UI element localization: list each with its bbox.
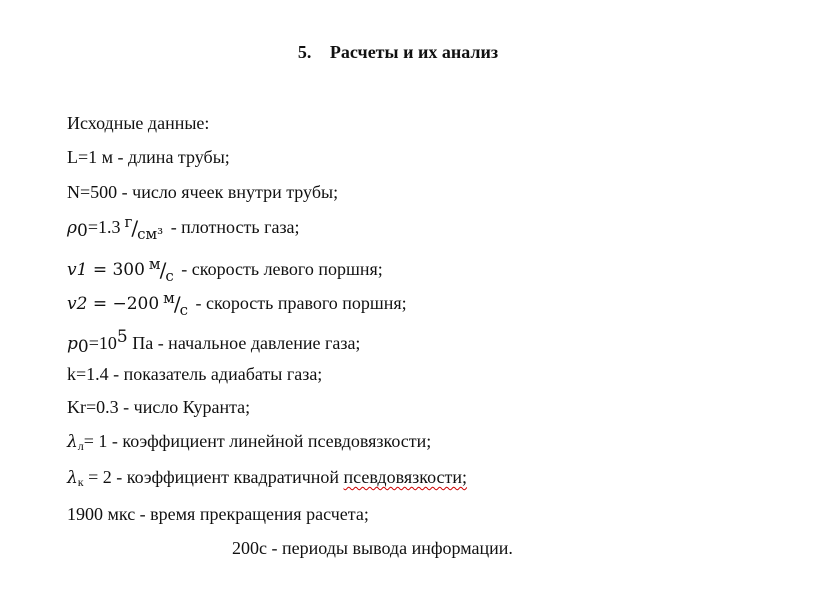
v1-unit-den: с xyxy=(165,267,174,285)
intro-text: Исходные данные: xyxy=(67,113,210,133)
param-length: L=1 м - длина трубы; xyxy=(67,147,230,167)
lambda-k-symbol: λ xyxy=(67,468,78,488)
density-unit-den: см³ xyxy=(137,225,164,243)
param-v1 xyxy=(67,255,383,285)
section-heading xyxy=(0,42,796,63)
pressure-exponent: 5 xyxy=(116,327,128,347)
density-unit-num: г xyxy=(124,213,133,231)
v2-unit-den: с xyxy=(179,301,188,319)
section-title: Расчеты и их анализ xyxy=(329,42,499,62)
lambda-k-subscript: к xyxy=(77,475,84,489)
param-linear-viscosity xyxy=(67,431,431,454)
pressure-symbol: p xyxy=(67,334,78,354)
param-v2 xyxy=(67,289,407,319)
lambda-l-desc: = 1 - коэффициент линейной псевдовязкости; xyxy=(83,431,432,451)
param-pressure xyxy=(67,327,360,357)
v1-symbol: v1 xyxy=(67,260,88,280)
v1-value: = 300 xyxy=(87,260,145,280)
param-quadratic-viscosity xyxy=(67,467,467,490)
lambda-l-subscript: л xyxy=(77,439,84,453)
v1-unit-num: м xyxy=(148,255,161,273)
lambda-l-symbol: λ xyxy=(67,432,78,452)
density-value: =1.3 xyxy=(87,217,121,237)
density-unit: г/см³ xyxy=(124,213,164,243)
spellcheck-marked-word[interactable]: псевдовязкости; xyxy=(343,467,468,487)
pressure-value: =10 xyxy=(88,333,117,353)
param-density xyxy=(67,214,300,241)
param-adiabatic: k=1.4 - показатель адиабаты газа; xyxy=(67,364,323,384)
pressure-subscript: 0 xyxy=(77,337,89,357)
v2-symbol: v2 xyxy=(67,294,88,314)
v1-desc: - скорость левого поршня; xyxy=(176,259,383,279)
density-desc: - плотность газа; xyxy=(166,217,300,237)
output-period-text: 200с - периоды вывода информации. xyxy=(232,538,513,558)
density-subscript: 0 xyxy=(77,221,88,241)
pressure-desc: Па - начальное давление газа; xyxy=(127,333,361,353)
v2-value: = −200 xyxy=(87,294,160,314)
v2-unit: м/с xyxy=(163,289,188,319)
lambda-k-desc: = 2 - коэффициент квадратичной xyxy=(83,467,344,487)
v2-desc: - скорость правого поршня; xyxy=(191,293,407,313)
v1-unit: м/с xyxy=(148,255,174,285)
section-number: 5. xyxy=(297,42,312,62)
param-cells: N=500 - число ячеек внутри трубы; xyxy=(67,182,339,202)
param-stop-time: 1900 мкс - время прекращения расчета; xyxy=(67,504,369,524)
density-symbol: ρ xyxy=(67,218,77,238)
param-courant: Kr=0.3 - число Куранта; xyxy=(67,397,251,417)
v2-unit-num: м xyxy=(163,289,175,307)
